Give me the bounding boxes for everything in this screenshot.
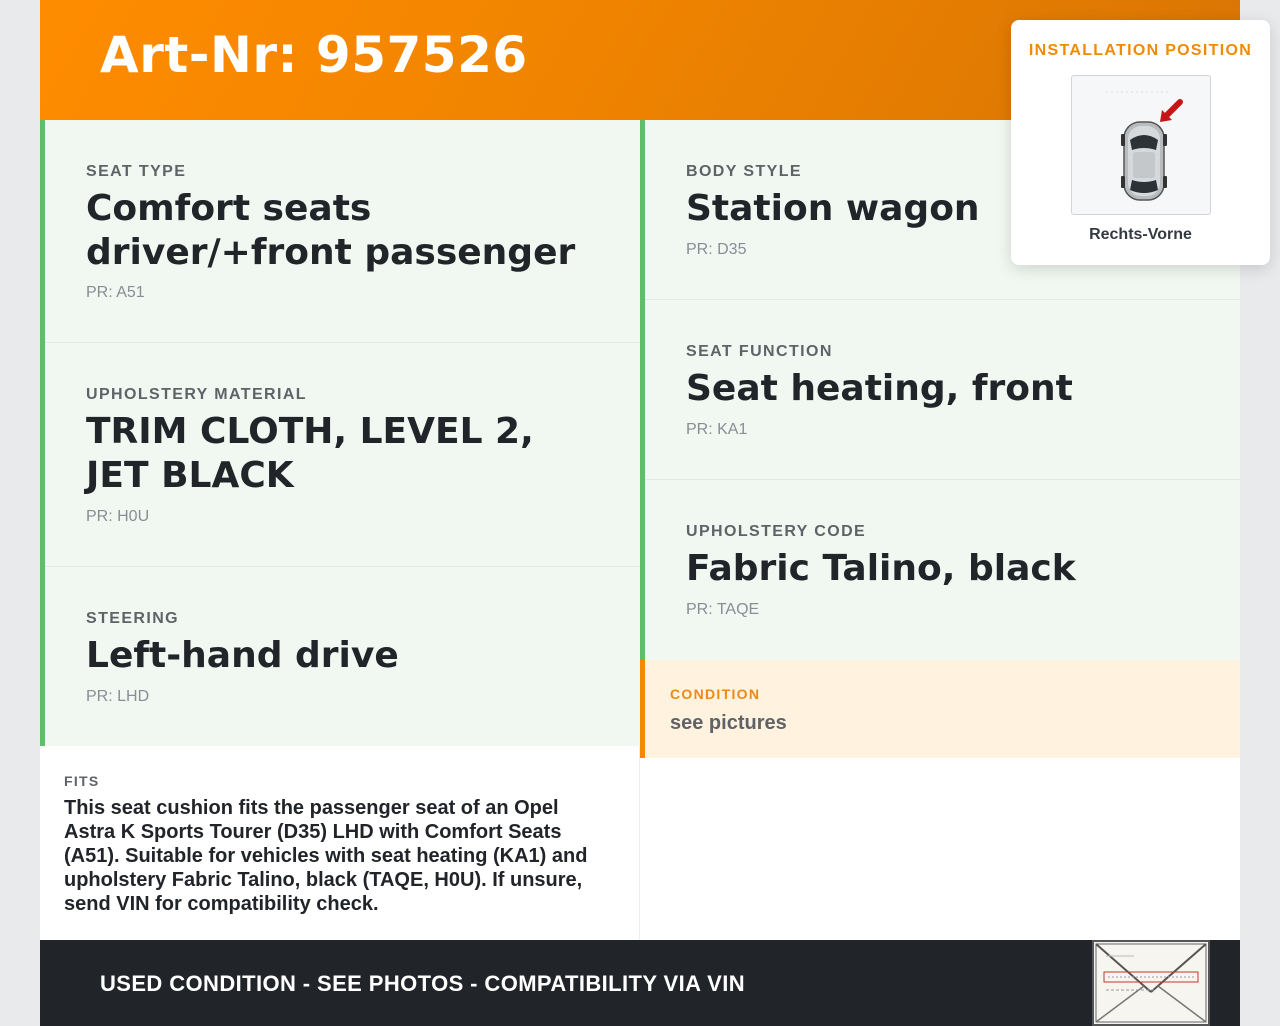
seat-function-cell [640, 300, 1240, 480]
steering-cell [40, 567, 640, 746]
seat-type-cell [40, 120, 640, 343]
upholstery-material-pr: PR: H0U [86, 508, 150, 525]
upholstery-material-value: TRIM CLOTH, LEVEL 2, JET BLACK [86, 411, 534, 496]
seat-type-pr: PR: A51 [86, 284, 145, 301]
footer-text: USED CONDITION - SEE PHOTOS - COMPATIBILITY VIA VIN [100, 971, 746, 996]
upholstery-material-cell [40, 343, 640, 567]
seat-type-label: SEAT TYPE [86, 163, 187, 180]
installation-position-value: Rechts-Vorne [1089, 226, 1192, 243]
article-number: Art-Nr: 957526 [100, 26, 528, 84]
document-thumbnail[interactable] [1092, 940, 1210, 1026]
envelope-document-icon [1094, 942, 1208, 1024]
body-style-value: Station wagon [686, 188, 980, 229]
condition-label: CONDITION [670, 686, 761, 702]
steering-pr: PR: LHD [86, 688, 150, 705]
product-sheet [40, 0, 1253, 1026]
condition-value: see pictures [670, 712, 787, 734]
body-style-label: BODY STYLE [686, 163, 802, 180]
installation-position-card [1011, 20, 1270, 265]
footer-bar [40, 940, 1240, 1026]
installation-position-label: INSTALLATION POSITION [1028, 42, 1253, 59]
installation-diagram[interactable] [1071, 75, 1211, 215]
seat-function-pr: PR: KA1 [686, 421, 748, 438]
upholstery-code-pr: PR: TAQE [686, 601, 760, 618]
upholstery-material-label: UPHOLSTERY MATERIAL [86, 386, 307, 403]
condition-box [640, 660, 1240, 758]
seat-function-value: Seat heating, front [686, 368, 1073, 409]
steering-value: Left-hand drive [86, 635, 399, 676]
seat-function-label: SEAT FUNCTION [686, 343, 833, 360]
fits-description: This seat cushion fits the passenger seat of an Opel Astra K Sports Tourer (D35) LHD with Comfort Seats (A51). Suitable for vehicles with seat heating (KA1) and upholstery Fabric Talino, black (TAQE, H0U). If unsure, send VIN for compatibility check. [64, 797, 588, 915]
fits-label: FITS [64, 773, 100, 789]
fits-section [40, 746, 640, 940]
upholstery-code-cell [640, 480, 1240, 660]
body-style-pr: PR: D35 [686, 241, 747, 258]
upholstery-code-label: UPHOLSTERY CODE [686, 523, 867, 540]
seat-type-value: Comfort seats driver/+front passenger [86, 188, 576, 273]
upholstery-code-value: Fabric Talino, black [686, 548, 1076, 589]
car-top-view-icon [1072, 76, 1210, 214]
steering-label: STEERING [86, 610, 179, 627]
